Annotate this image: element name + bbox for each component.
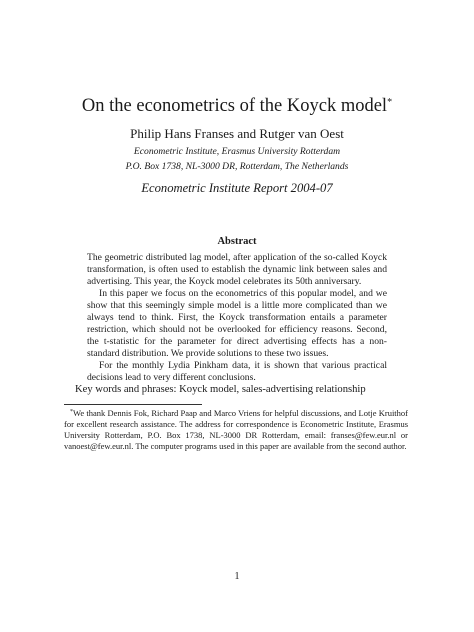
abstract-heading: Abstract — [217, 236, 257, 247]
abstract-body — [87, 252, 387, 384]
affiliation-address: P.O. Box 1738, NL-3000 DR, Rotterdam, The Netherlands — [125, 161, 349, 172]
abstract-paragraph: In this paper we focus on the econometrics of this popular model, and we show that this seemingly simple model is a little more complicated than we always tend to think. First, the Koyck transformation entails a parameter restriction, which should not be overlooked for efficiency reasons. Second, the t-statistic for the parameter for direct advertising effects has a non-standard distribution. We provide solutions to these two issues. — [87, 288, 387, 359]
paper-title — [0, 92, 474, 117]
title-footnote-mark: * — [387, 97, 393, 108]
footnote-mark: * — [70, 409, 73, 415]
abstract-paragraph: For the monthly Lydia Pinkham data, it is shown that various practical decisions lead to very different conclusions. — [87, 360, 387, 383]
footnote-paragraph — [64, 407, 408, 452]
footnote — [64, 407, 408, 452]
affiliation-institute: Econometric Institute, Erasmus University Rotterdam — [133, 146, 341, 157]
footnote-divider — [64, 404, 202, 405]
page-number: 1 — [234, 571, 240, 582]
title-text: On the econometrics of the Koyck model — [81, 96, 388, 116]
authors: Philip Hans Franses and Rutger van Oest — [130, 126, 344, 141]
report-number: Econometric Institute Report 2004-07 — [141, 181, 333, 195]
keywords: Key words and phrases: Koyck model, sales-advertising relationship — [75, 384, 366, 395]
footnote-text: We thank Dennis Fok, Richard Paap and Marco Vriens for helpful discussions, and Lotje Kruithof for excellent research assistance. The address for correspondence is Econometric Institute, Erasmus University Rotterdam, P.O. Box 1738, NL-3000 DR Rotterdam, email: franses@few.eur.nl or vanoest@few.eur.nl. The computer programs used in this paper are available from the second author. — [64, 408, 408, 451]
abstract-paragraph: The geometric distributed lag model, after application of the so-called Koyck transformation, is often used to establish the dynamic link between sales and advertising. This year, the Koyck model celebrates its 50th anniversary. — [87, 252, 387, 287]
